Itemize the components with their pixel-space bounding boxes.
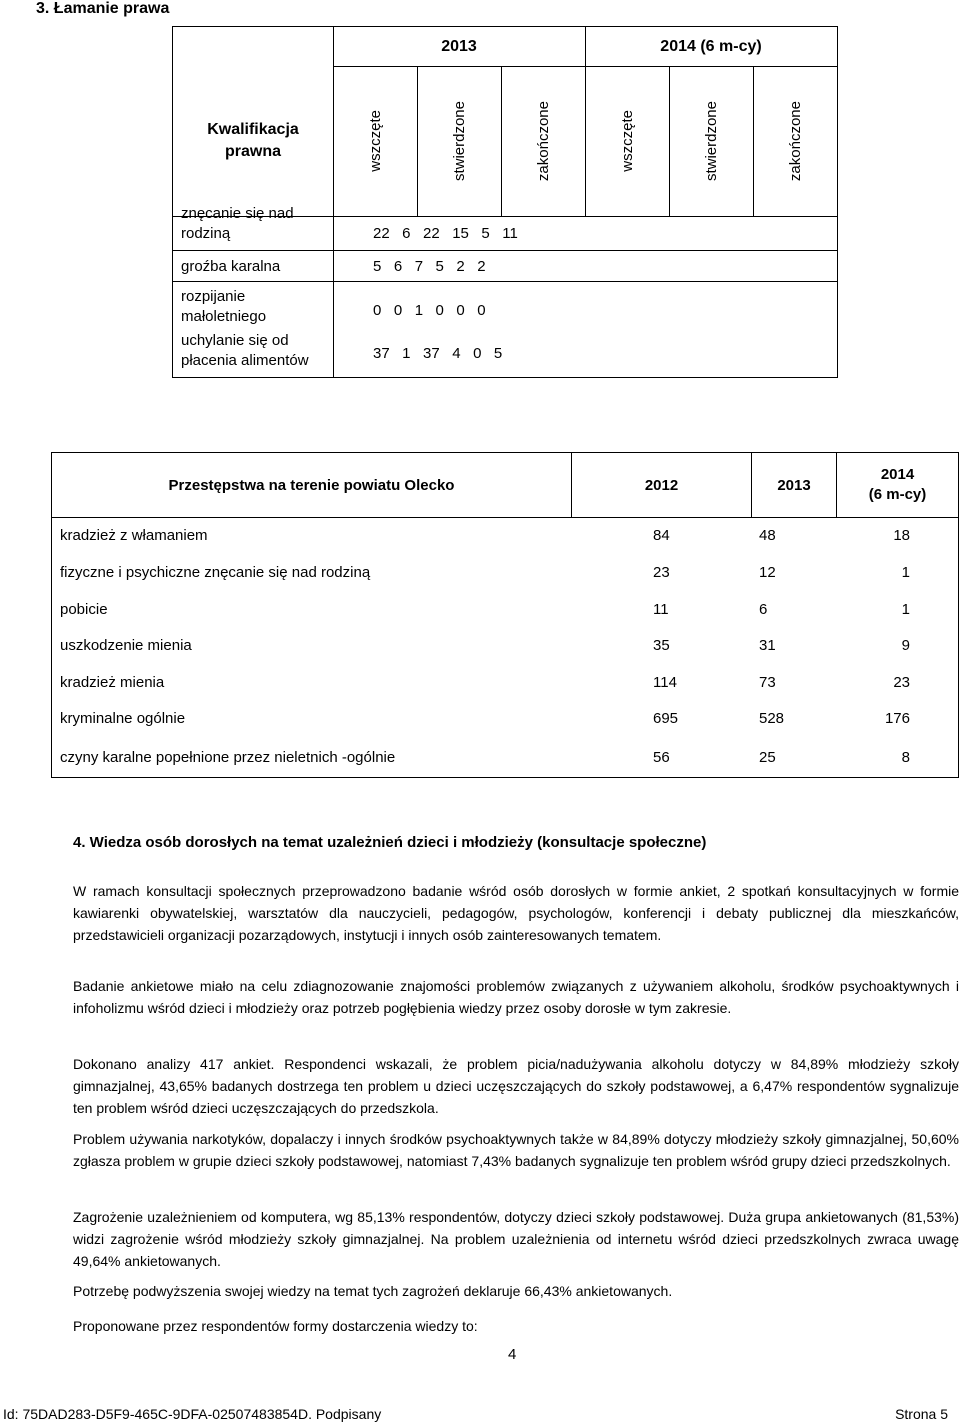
col-header-initiated-2013: wszczęte — [366, 110, 384, 172]
crime-row-label: kradzież mienia — [60, 673, 165, 691]
col-header-completed-2014: zakończone — [753, 66, 837, 216]
page-number: 4 — [508, 1346, 517, 1363]
paragraph: Badanie ankietowe miało na celu zdiagnozowanie znajomości problemów związanych z używaniem alkoholu, środków psychoaktywnych i infoholizmu wśród dzieci i młodzieży oraz potrzeb pogłębienia wiedzy przez osoby dorosłe w tym zakresie. — [73, 978, 959, 1016]
crime-row-label: czyny karalne popełnione przez nieletnich -ogólnie — [60, 748, 396, 766]
divider — [333, 216, 334, 377]
crime-row-2014: 176 — [884, 710, 910, 727]
col-header-confirmed-2013: stwierdzone — [417, 66, 501, 216]
header-2013: 2013 — [751, 453, 836, 517]
row-label-alimony-evasion: uchylanie się od płacenia alimentów — [181, 332, 309, 369]
crime-row-label: pobicie — [60, 600, 108, 618]
crime-row-2013: 12 — [759, 564, 776, 581]
paragraph: Problem używania narkotyków, dopalaczy i innych środków psychoaktywnych także w 84,89% dotyczy młodzieży szkoły gimnazjalnej, 50,60% zgłasza problem w grupie dzieci szkoły podstawowej, natomiast 7,43% badanych sygnalizuje ten problem wśród grupy dzieci przedszkolnych. — [73, 1131, 959, 1169]
row-values-minor-intoxication: 0 0 1 0 0 0 — [373, 301, 486, 319]
paragraph: W ramach konsultacji społecznych przeprowadzono badanie wśród osób dorosłych w formie ankiet, 2 spotkań konsultacyjnych w formie kawiarenki obywatelskiej, warsztatów dla nauczycieli, pedagogów, psychologów, konferencji i debaty publicznej dla mieszkańców, przedstawicieli organizacji pozarządowych, instytucji i innych osób zainteresowanych tematem. — [73, 883, 959, 943]
header-2014: 2014 (6 m-cy) — [836, 453, 958, 517]
crime-row-2012: 114 — [653, 673, 677, 691]
year-2013-header: 2013 — [441, 37, 477, 55]
crimes-table — [51, 452, 959, 778]
col-header-completed-2013: zakończone — [501, 66, 585, 216]
crime-row-label: kradzież z włamaniem — [60, 527, 208, 544]
paragraph: Proponowane przez respondentów formy dostarczenia wiedzy to: — [73, 1318, 478, 1334]
legal-qualification-table — [172, 26, 838, 378]
crime-row-label: fizyczne i psychiczne znęcanie się nad rodziną — [60, 564, 371, 581]
crime-row-2014: 1 — [901, 564, 910, 581]
year-2014-header: 2014 (6 m-cy) — [660, 37, 762, 55]
crime-row-2013: 73 — [759, 673, 776, 691]
row-label-domestic-abuse: znęcanie się nad rodziną — [181, 205, 294, 242]
crime-row-2012: 23 — [653, 564, 670, 581]
row-label-criminal-threat: groźba karalna — [181, 257, 281, 275]
crime-row-2012: 84 — [653, 527, 670, 544]
header-2012: 2012 — [571, 453, 751, 517]
row-values-alimony-evasion: 37 1 37 4 0 5 — [373, 344, 503, 362]
crime-row-2014: 8 — [901, 748, 910, 766]
row-values-criminal-threat: 5 6 7 5 2 2 — [373, 257, 486, 275]
crime-row-2012: 11 — [653, 600, 669, 618]
paragraph: Dokonano analizy 417 ankiet. Respondenci wskazali, że problem picia/nadużywania alkoholu dotyczy w 84,89% młodzieży szkoły gimnazjalnej, 43,65% badanych dostrzega ten problem u dzieci uczęszczających do szkoły podstawowej, a 6,47% respondentów sygnalizuje ten problem wśród dzieci uczęszczających do przedszkola. — [73, 1056, 959, 1116]
divider — [173, 281, 837, 282]
crime-row-2014: 1 — [901, 600, 910, 618]
crime-row-2014: 9 — [901, 637, 910, 654]
crime-row-2013: 31 — [759, 637, 776, 654]
crime-row-2013: 6 — [759, 600, 768, 618]
crime-row-2013: 25 — [759, 748, 776, 766]
section-3-title: 3. Łamanie prawa — [36, 0, 170, 17]
col-header-initiated-2014: wszczęte — [618, 110, 636, 172]
crime-row-label: uszkodzenie mienia — [60, 637, 192, 654]
section-4-title: 4. Wiedza osób dorosłych na temat uzależnień dzieci i młodzieży (konsultacje społeczne) — [73, 834, 707, 851]
crime-row-2014: 23 — [893, 673, 910, 691]
crime-row-label: kryminalne ogólnie — [60, 710, 186, 727]
paragraph: Potrzebę podwyższenia swojej wiedzy na temat tych zagrożeń deklaruje 66,43% ankietowanych. — [73, 1283, 673, 1299]
col-header-confirmed-2014: stwierdzone — [669, 66, 753, 216]
footer-document-id: Id: 75DAD283-D5F9-465C-9DFA-02507483854D. Podpisany — [3, 1406, 382, 1422]
row-label-minor-intoxication: rozpijanie małoletniego — [181, 288, 267, 325]
crime-row-2012: 56 — [653, 748, 670, 766]
crime-row-2013: 48 — [759, 527, 776, 544]
crime-row-2012: 35 — [653, 637, 670, 654]
crime-row-2013: 528 — [759, 710, 785, 727]
crime-row-2012: 695 — [653, 710, 679, 727]
crimes-header-label: Przestępstwa na terenie powiatu Olecko — [168, 476, 455, 494]
crime-row-2014: 18 — [893, 527, 910, 544]
paragraph: Zagrożenie uzależnieniem od komputera, wg 85,13% respondentów, dotyczy dzieci szkoły podstawowej. Duża grupa ankietowanych (81,53%) widzi zagrożenie wśród młodzieży szkoły gimnazjalnej. Na problem uzależnienia od internetu wśród dzieci przedszkolnych zwraca uwagę 49,64% ankietowanych. — [73, 1209, 959, 1269]
qualification-header: Kwalifikacja prawna — [207, 121, 299, 160]
row-values-domestic-abuse: 22 6 22 15 5 11 — [373, 225, 518, 242]
footer-page: Strona 5 — [895, 1406, 948, 1422]
